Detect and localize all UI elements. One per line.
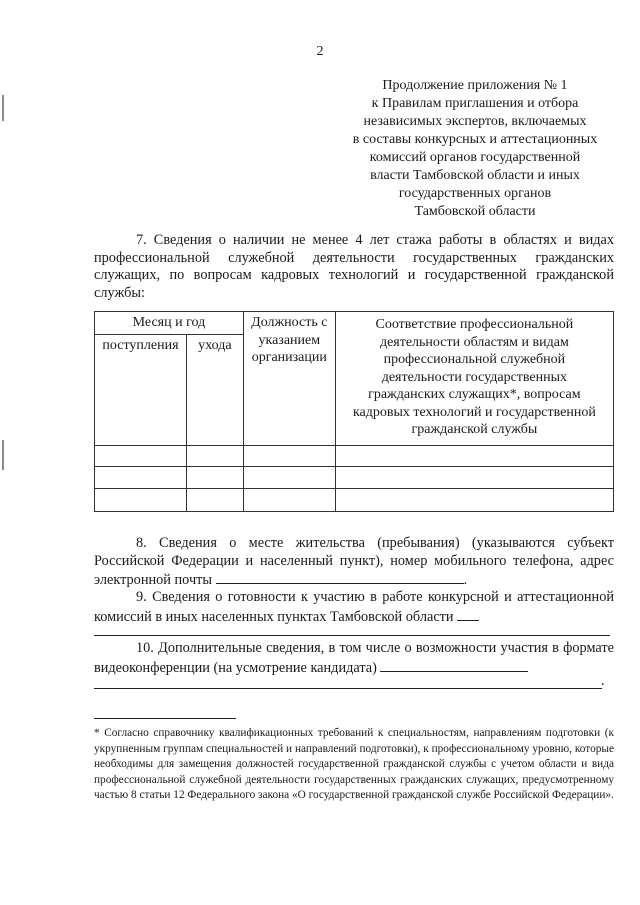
section-9 <box>94 589 614 626</box>
table-cell[interactable] <box>95 445 187 466</box>
header-compliance: Соответствие профессиональной деятельности областям и видам профессиональной служебной деятельности государственных гражданских служащих*, вопросам кадровых технологий и государственной гражданской службы <box>335 312 613 446</box>
appendix-line: независимых экспертов, включаемых <box>363 114 587 129</box>
table-cell[interactable] <box>243 445 335 466</box>
appendix-line: к Правилам приглашения и отбора <box>371 96 579 111</box>
table-cell[interactable] <box>243 466 335 488</box>
experience-table <box>94 311 614 512</box>
table-row <box>95 488 614 511</box>
table-cell[interactable] <box>186 488 243 511</box>
appendix-line: государственных органов <box>398 186 552 201</box>
scan-margin-mark <box>2 440 4 470</box>
table-cell[interactable] <box>335 466 613 488</box>
table-cell[interactable] <box>186 466 243 488</box>
section-8 <box>94 535 614 590</box>
scan-margin-mark <box>2 95 4 121</box>
section-10 <box>94 640 614 677</box>
table-row <box>95 445 614 466</box>
section-9-text: 9. Сведения о готовности к участию в работе конкурсной и аттестационной комиссий в иных населенных пунктах Тамбовской области <box>94 589 614 625</box>
section-8-end: . <box>463 572 468 588</box>
header-position: Должность с указанием организации <box>243 312 335 446</box>
table-row <box>95 466 614 488</box>
appendix-line: в составы конкурсных и аттестационных <box>352 132 598 147</box>
appendix-line: комиссий органов государственной <box>369 150 581 165</box>
table-cell[interactable] <box>95 488 187 511</box>
additional-fill-line-2[interactable] <box>94 688 602 689</box>
appendix-line: Продолжение приложения № 1 <box>382 78 568 93</box>
appendix-line: власти Тамбовской области и иных <box>370 168 580 183</box>
section-7-text: 7. Сведения о наличии не менее 4 лет стажа работы в областях и видах профессиональной служебной деятельности государственных гражданских служащих, по вопросам кадровых технологий и государственной гражданской службы: <box>94 232 614 301</box>
footnote-separator <box>94 718 236 719</box>
section-10-end: . <box>601 673 605 689</box>
email-fill-line[interactable] <box>216 570 464 584</box>
table-cell[interactable] <box>243 488 335 511</box>
appendix-line: Тамбовской области <box>414 204 536 219</box>
table-cell[interactable] <box>335 488 613 511</box>
section-8-text: 8. Сведения о месте жительства (пребывания) (указываются субъект Российской Федерации и населенный пункт), номер мобильного телефона, адрес электронной почты <box>94 535 614 588</box>
table-cell[interactable] <box>335 445 613 466</box>
readiness-fill-line[interactable] <box>457 607 479 621</box>
section-10-text: 10. Дополнительные сведения, в том числе о возможности участия в формате видеоконференции (на усмотрение кандидата) <box>94 640 614 676</box>
additional-fill-line[interactable] <box>380 658 528 672</box>
readiness-fill-line-2[interactable] <box>94 635 610 636</box>
header-start: поступления <box>95 334 187 445</box>
footnote-text: * Согласно справочнику квалификационных требований к специальностям, направлениям подготовки (к укрупненным группам специальностей и направлений подготовки), к профессиональному уровню, которые необходимы для замещения должностей государственной гражданской службы с учетом области и вида профессиональной служебной деятельности государственных гражданских служащих, предусмотренному частью 8 статьи 12 Федерального закона «О государственной гражданской службе Российской Федерации». <box>94 727 614 802</box>
header-month-year: Месяц и год <box>95 312 244 335</box>
table-cell[interactable] <box>95 466 187 488</box>
table-cell[interactable] <box>186 445 243 466</box>
appendix-heading <box>332 77 618 221</box>
header-end: ухода <box>186 334 243 445</box>
page-number: 2 <box>316 44 324 59</box>
